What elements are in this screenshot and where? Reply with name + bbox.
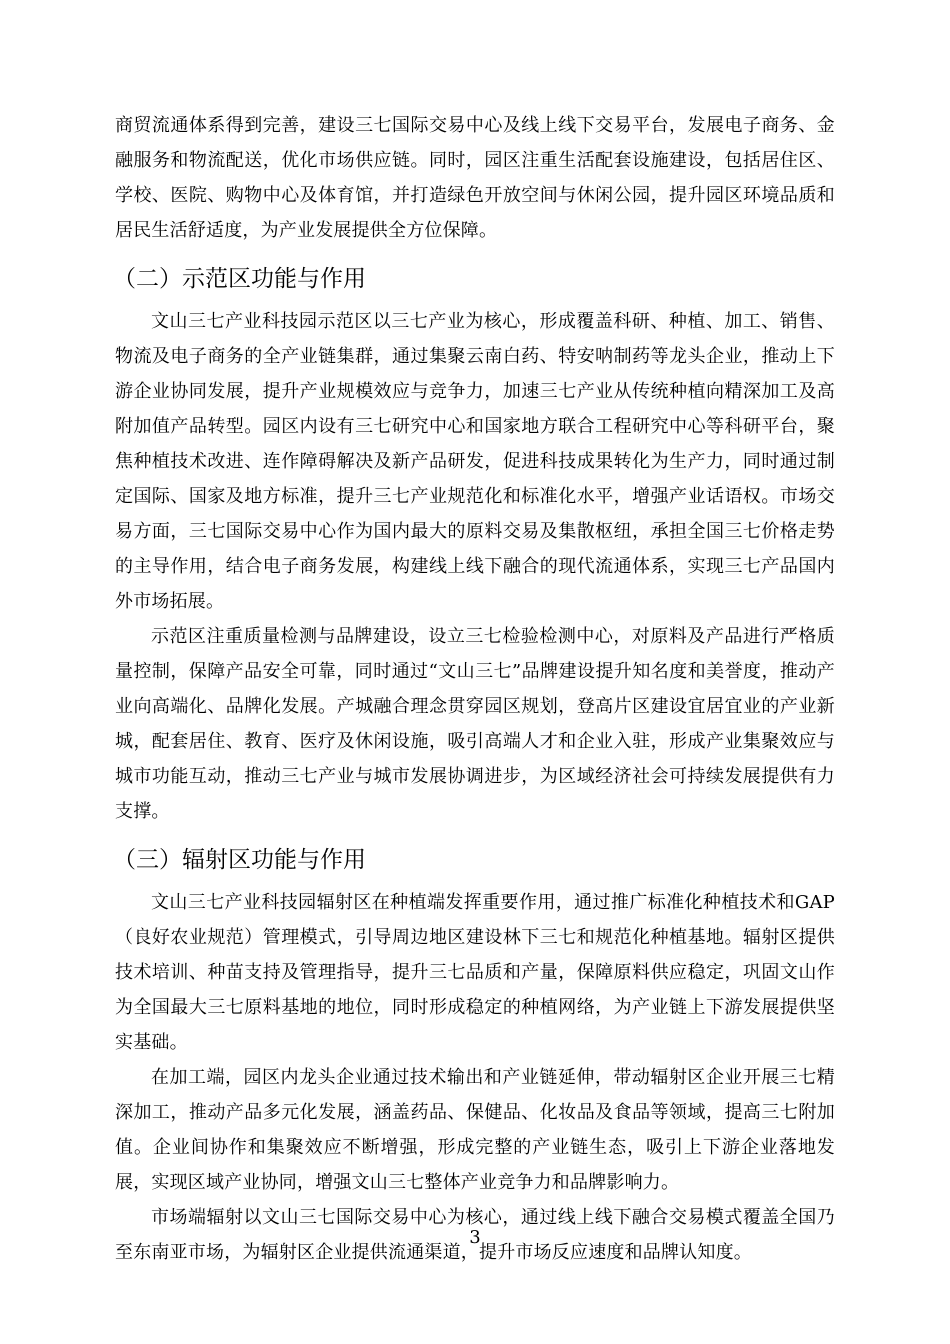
- paragraph: 在加工端，园区内龙头企业通过技术输出和产业链延伸，带动辐射区企业开展三七精深加工，推动产品多元化发展，涵盖药品、保健品、化妆品及食品等领域，提高三七附加值。企业间协作和集聚效应不断增强，形成完整的产业链生态，吸引上下游企业落地发展，实现区域产业协同，增强文山三七整体产业竞争力和品牌影响力。: [115, 1067, 835, 1193]
- paragraph: 市场端辐射以文山三七国际交易中心为核心，通过线上线下融合交易模式覆盖全国乃至东南亚市场，为辐射区企业提供流通渠道，提升市场反应速度和品牌认知度。: [115, 1207, 835, 1263]
- section-heading-demonstration-zone: （二）示范区功能与作用: [113, 266, 366, 292]
- document-body: [115, 108, 835, 1270]
- paragraph: 文山三七产业科技园示范区以三七产业为核心，形成覆盖科研、种植、加工、销售、物流及电子商务的全产业链集群，通过集聚云南白药、特安呐制药等龙头企业，推动上下游企业协同发展，提升产业规模效应与竞争力，加速三七产业从传统种植向精深加工及高附加值产品转型。园区内设有三七研究中心和国家地方联合工程研究中心等科研平台，聚焦种植技术改进、连作障碍解决及新产品研发，促进科技成果转化为生产力，同时通过制定国际、国家及地方标准，提升三七产业规范化和标准化水平，增强产业话语权。市场交易方面，三七国际交易中心作为国内最大的原料交易及集散枢纽，承担全国三七价格走势的主导作用，结合电子商务发展，构建线上线下融合的现代流通体系，实现三七产品国内外市场拓展。: [115, 311, 835, 612]
- paragraph-continued: 商贸流通体系得到完善，建设三七国际交易中心及线上线下交易平台，发展电子商务、金融服务和物流配送，优化市场供应链。同时，园区注重生活配套设施建设，包括居住区、学校、医院、购物中心及体育馆，并打造绿色开放空间与休闲公园，提升园区环境品质和居民生活舒适度，为产业发展提供全方位保障。: [115, 115, 835, 241]
- section-heading-radiation-zone: （三）辐射区功能与作用: [113, 847, 366, 873]
- page-number: 3: [469, 1227, 481, 1248]
- paragraph: 示范区注重质量检测与品牌建设，设立三七检验检测中心，对原料及产品进行严格质量控制，保障产品安全可靠，同时通过“文山三七”品牌建设提升知名度和美誉度，推动产业向高端化、品牌化发展。产城融合理念贯穿园区规划，登高片区建设宜居宜业的产业新城，配套居住、教育、医疗及休闲设施，吸引高端人才和企业入驻，形成产业集聚效应与城市功能互动，推动三七产业与城市发展协调进步，为区域经济社会可持续发展提供有力支撑。: [115, 626, 835, 822]
- paragraph: 文山三七产业科技园辐射区在种植端发挥重要作用，通过推广标准化种植技术和GAP（良好农业规范）管理模式，引导周边地区建设林下三七和规范化种植基地。辐射区提供技术培训、种苗支持及管理指导，提升三七品质和产量，保障原料供应稳定，巩固文山作为全国最大三七原料基地的地位，同时形成稳定的种植网络，为产业链上下游发展提供坚实基础。: [115, 892, 835, 1053]
